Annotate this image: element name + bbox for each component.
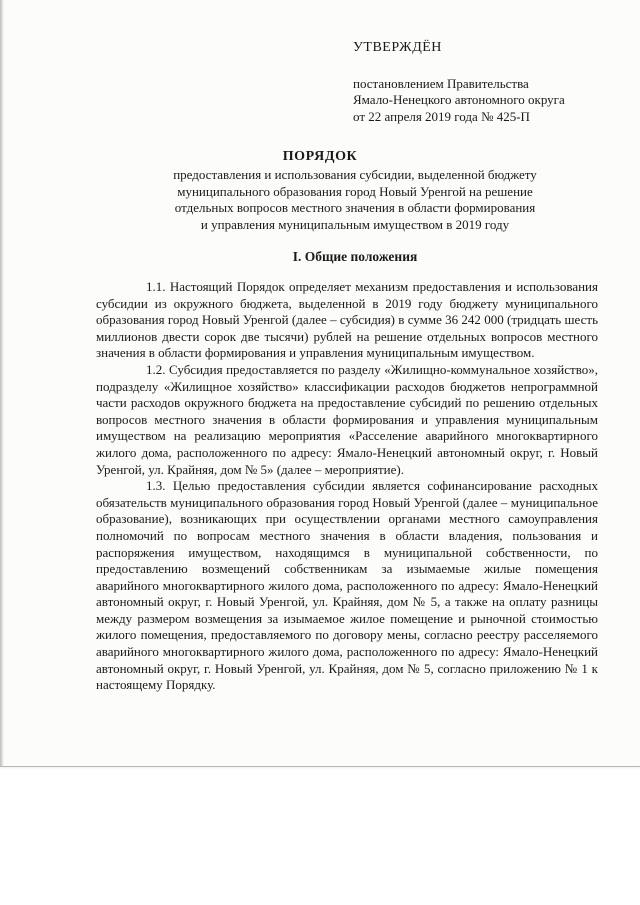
approval-block — [353, 40, 565, 125]
document-title: ПОРЯДОК — [282, 149, 358, 164]
subtitle-line: предоставления и использования субсидии, выделенной бюджету — [173, 167, 537, 182]
subtitle-line: и управления муниципальным имуществом в 2019 году — [200, 216, 510, 232]
approval-line: постановлением Правительства — [353, 75, 529, 91]
section-heading: I. Общие положения — [292, 249, 418, 264]
paragraph-1-3: 1.3. Целью предоставления субсидии является софинансирование расходных обязательств муниципального образования город Новый Уренгой (далее – муниципальное образование), возникающих при осуществлении органами местного самоуправления полномочий по вопросам местного значения в области владения, пользования и распоряжения имуществом, находящимся в муниципальной собственности, по предоставлению возмещений собственникам за изымаемые жилые помещения аварийного многоквартирного жилого дома, расположенного по адресу: Ямало-Ненецкий автономный округ, г. Новый Уренгой, ул. Крайняя, дом № 5, а также на оплату разницы между размером возмещения за изымаемое жилое помещение и рыночной стоимостью жилого помещения, предоставляемого по договору мены, согласно реестру расселяемого аварийного многоквартирного жилого дома, расположенного по адресу: Ямало-Ненецкий автономный округ, г. Новый Уренгой, ул. Крайняя, дом № 5, согласно приложению № 1 к настоящему Порядку. — [96, 478, 598, 693]
paragraph-1-1: 1.1. Настоящий Порядок определяет механизм предоставления и использования субсидии из окружного бюджета, выделенной в 2019 году бюджету муниципального образования город Новый Уренгой (далее – субсидия) в сумме 36 242 000 (тридцать шесть миллионов двести сорок две тысячи) рублей на решение отдельных вопросов местного значения в области формирования и управления муниципальным имуществом. — [96, 279, 598, 361]
approval-line: от 22 апреля 2019 года № 425-П — [353, 108, 530, 124]
approval-line: Ямало-Ненецкого автономного округа — [353, 92, 565, 107]
paragraph-1-2: 1.2. Субсидия предоставляется по разделу «Жилищно-коммунальное хозяйство», подразделу «Жилищное хозяйство» классификации расходов бюджетов непрограммной части расходов окружного бюджета на предоставление субсидий по решению отдельных вопросов местного значения в области формирования и управления муниципальным имуществом на реализацию мероприятия «Расселение аварийного многоквартирного жилого дома, расположенного по адресу: Ямало-Ненецкий автономный округ, г. Новый Уренгой, ул. Крайняя, дом № 5» (далее – мероприятие). — [96, 361, 598, 477]
document-subtitle — [95, 167, 615, 233]
approval-stamp: УТВЕРЖДЁН — [353, 40, 442, 55]
subtitle-line: отдельных вопросов местного значения в области формирования — [174, 200, 536, 215]
subtitle-line: муниципального образования город Новый Уренгой на решение — [177, 183, 533, 199]
section-body — [96, 279, 598, 694]
scan-edge-shadow — [0, 0, 4, 766]
